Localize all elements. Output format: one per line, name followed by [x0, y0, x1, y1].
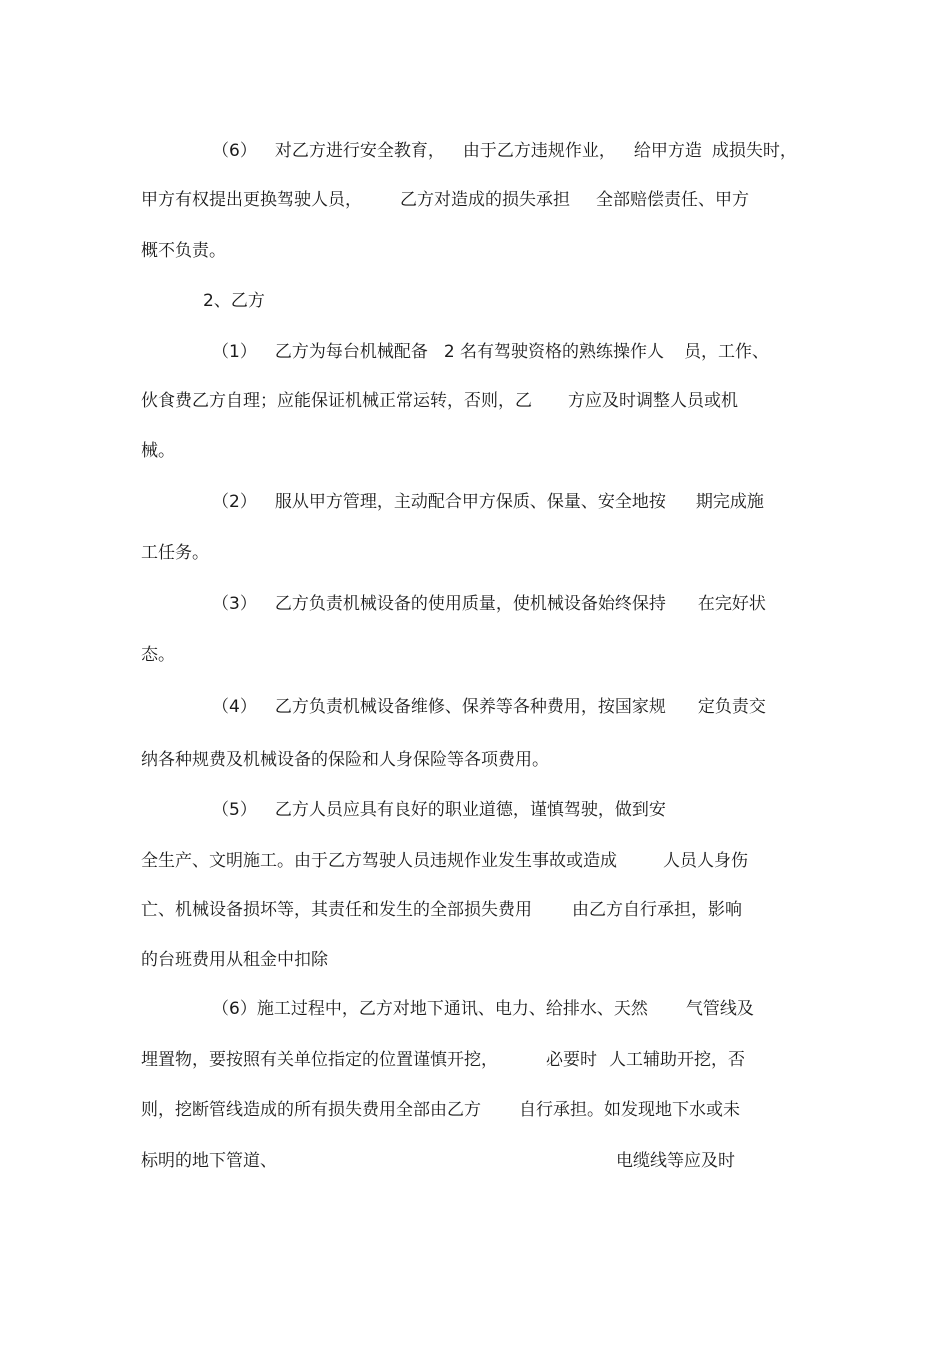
text-line — [141, 441, 175, 461]
text-segment: 由乙方自行承担，影响 — [572, 900, 742, 920]
text-segment: （1） — [212, 342, 257, 362]
text-segment: （3） — [212, 594, 257, 614]
text-line — [141, 241, 226, 261]
text-segment: 成损失时， — [711, 141, 797, 161]
text-segment: 标明的地下管道、 — [141, 1151, 277, 1171]
text-line — [141, 950, 328, 970]
text-segment: （2） — [212, 492, 257, 512]
text-segment: 甲方有权提出更换驾驶人员， — [141, 190, 362, 210]
text-line — [141, 750, 549, 770]
text-segment: 由于乙方违规作业， — [462, 141, 616, 161]
text-segment: （6） — [212, 141, 257, 161]
text-segment: 电缆线等应及时 — [616, 1151, 735, 1171]
text-segment: 全生产、文明施工。由于乙方驾驶人员违规作业发生事故或造成 — [141, 851, 617, 871]
text-line — [141, 190, 749, 210]
text-segment: 在完好状 — [697, 594, 766, 614]
text-segment: 概不负责。 — [141, 241, 226, 261]
text-segment: 人员人身伤 — [663, 851, 748, 871]
text-segment: 工任务。 — [141, 543, 209, 563]
text-segment: 乙方为每台机械配备 — [274, 342, 428, 362]
text-line — [212, 999, 754, 1019]
text-segment: 气管线及 — [685, 999, 754, 1019]
text-segment: 人工辅助开挖，否 — [609, 1050, 745, 1070]
text-line — [141, 1050, 745, 1070]
text-segment: 纳各种规费及机械设备的保险和人身保险等各项费用。 — [141, 750, 549, 770]
text-line — [212, 492, 764, 512]
text-segment: 伙食费乙方自理；应能保证机械正常运转，否则，乙 — [141, 391, 532, 411]
text-segment: 2 名有驾驶资格的熟练操作人 — [443, 342, 665, 362]
text-line — [212, 697, 766, 717]
text-segment: 埋置物，要按照有关单位指定的位置谨慎开挖， — [141, 1050, 498, 1070]
text-segment: 必要时 — [546, 1050, 597, 1070]
text-line — [203, 291, 265, 311]
text-segment: （4） — [212, 697, 257, 717]
text-segment: （5） — [212, 800, 257, 820]
text-segment: 乙方人员应具有良好的职业道德，谨慎驾驶，做到安 — [274, 800, 666, 820]
text-line — [141, 391, 738, 411]
text-line — [212, 141, 797, 161]
text-line — [141, 1151, 735, 1171]
text-segment: 服从甲方管理，主动配合甲方保质、保量、安全地按 — [274, 492, 666, 512]
text-segment: 亡、机械设备损坏等，其责任和发生的全部损失费用 — [141, 900, 532, 920]
text-segment: 全部赔偿责任、甲方 — [596, 190, 749, 210]
text-line — [141, 900, 742, 920]
text-segment: 则，挖断管线造成的所有损失费用全部由乙方 — [141, 1100, 481, 1120]
text-segment: 对乙方进行安全教育， — [274, 141, 445, 161]
text-segment: 方应及时调整人员或机 — [568, 391, 738, 411]
text-segment: 乙方负责机械设备的使用质量，使机械设备始终保持 — [274, 594, 666, 614]
text-segment: 械。 — [141, 441, 175, 461]
text-segment: 的台班费用从租金中扣除 — [141, 950, 328, 970]
text-line — [212, 594, 766, 614]
text-segment: 员，工作、 — [684, 342, 770, 362]
text-line — [212, 342, 769, 362]
text-segment: 乙方对造成的损失承担 — [400, 190, 570, 210]
text-segment: 乙方负责机械设备维修、保养等各种费用，按国家规 — [274, 697, 666, 717]
text-line — [212, 800, 666, 820]
text-line — [141, 543, 209, 563]
text-segment: 2、乙方 — [203, 291, 265, 311]
text-segment: 给甲方造 — [633, 141, 702, 161]
text-line — [141, 851, 748, 871]
text-line — [141, 645, 175, 665]
text-segment: 态。 — [141, 645, 175, 665]
text-line — [141, 1100, 740, 1120]
text-segment: （6）施工过程中，乙方对地下通讯、电力、给排水、天然 — [212, 999, 648, 1019]
text-segment: 定负责交 — [697, 697, 766, 717]
text-segment: 自行承担。如发现地下水或未 — [519, 1100, 740, 1120]
text-segment: 期完成施 — [695, 492, 764, 512]
